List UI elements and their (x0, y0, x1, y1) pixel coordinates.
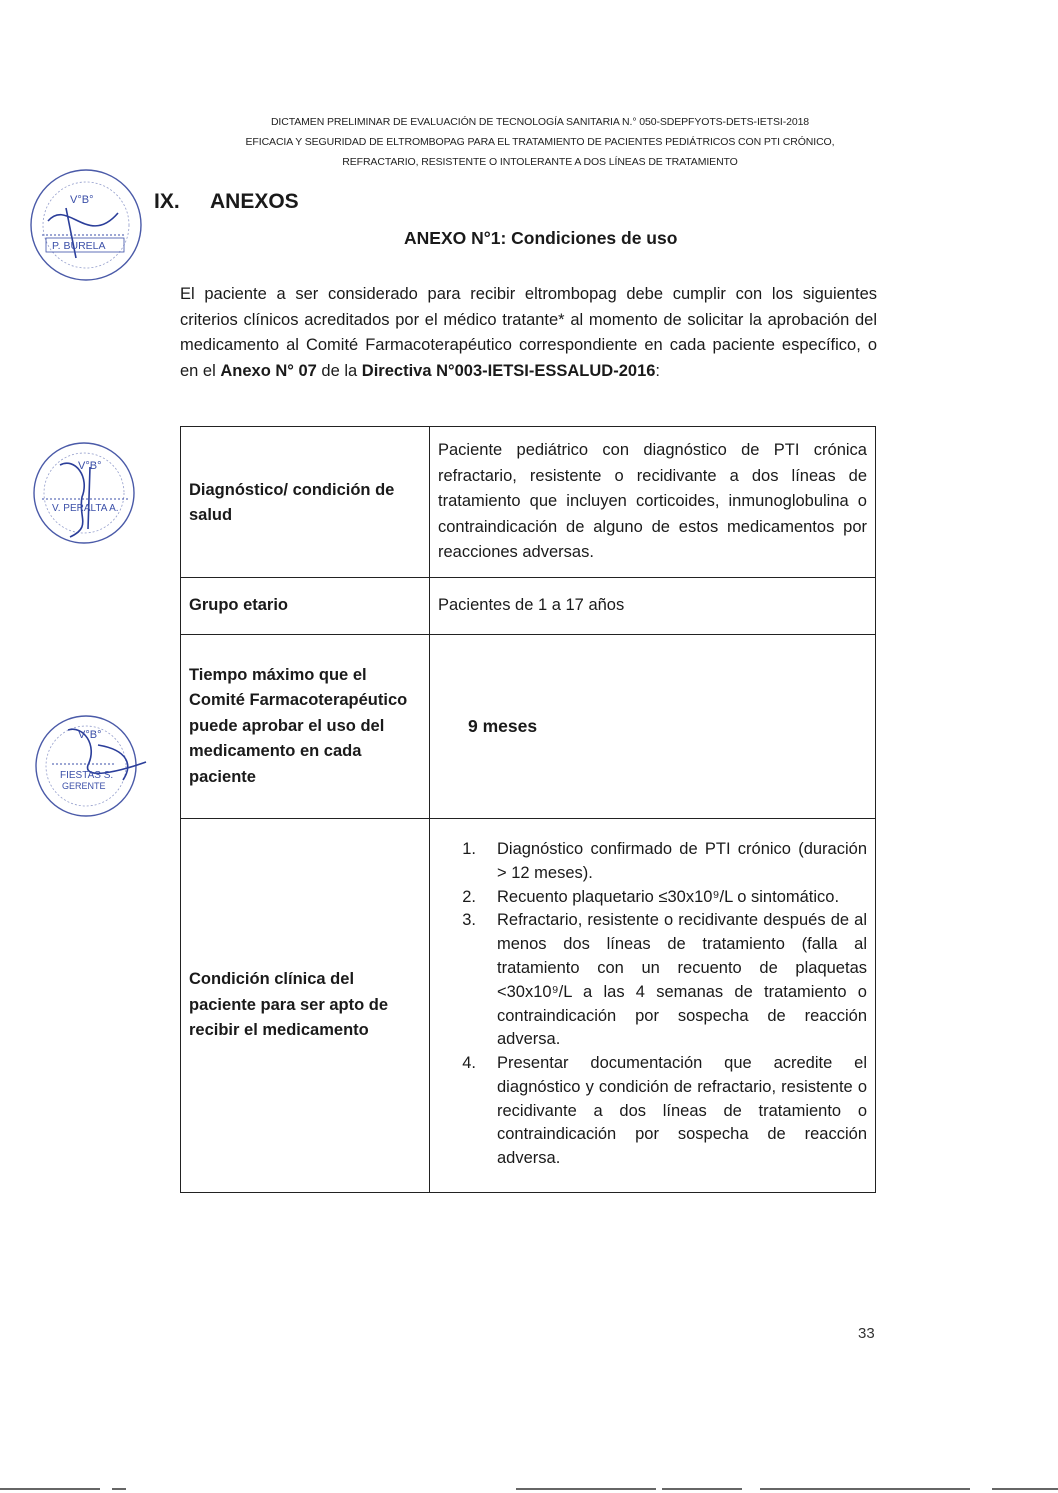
row-value: Pacientes de 1 a 17 años (430, 578, 876, 635)
scan-edge-line (112, 1488, 126, 1490)
row-label: Condición clínica del paciente para ser apto de recibir el medicamento (181, 819, 430, 1193)
scan-edge-line (516, 1488, 656, 1490)
table-row (181, 578, 876, 635)
conditions-table (180, 426, 876, 1193)
row-value (430, 819, 876, 1193)
list-item: 4. Presentar documentación que acredite el diagnóstico y condición de refractario, resistente o recidivante a dos líneas de tratamiento o contraindicación por sospecha de reacción adversa. (462, 1054, 867, 1168)
row-value: Paciente pediátrico con diagnóstico de PTI crónica refractario, resistente o recidivante a dos líneas de tratamiento que incluyen corticoides, inmunoglobulina o contraindicación de alguno de estos medicamentos por reacciones adversas. (430, 427, 876, 578)
scan-edge-line (662, 1488, 742, 1490)
scan-edge-line (992, 1488, 1058, 1490)
criteria-list (438, 838, 867, 1171)
section-title (154, 190, 299, 214)
intro-annex-ref: Anexo N° 07 (220, 361, 317, 380)
table-row (181, 635, 876, 819)
intro-directive-ref: Directiva N°003-IETSI-ESSALUD-2016 (361, 361, 656, 380)
list-item: 1. Diagnóstico confirmado de PTI crónico (duración > 12 meses). (462, 839, 867, 882)
svg-text:V°B°: V°B° (78, 729, 102, 741)
intro-text: de la (316, 361, 362, 380)
intro-paragraph (180, 282, 877, 384)
row-value (430, 635, 876, 819)
table-row (181, 819, 876, 1193)
row-label: Tiempo máximo que el Comité Farmacoterapéutico puede aprobar el uso del medicamento en cada paciente (181, 635, 430, 819)
table-row (181, 427, 876, 578)
header-line-1: DICTAMEN PRELIMINAR DE EVALUACIÓN DE TECNOLOGÍA SANITARIA N.° 050-SDEPFYOTS-DETS-IETSI-2018 (270, 116, 810, 128)
svg-text:V°B°: V°B° (70, 194, 94, 206)
scan-edge-line (0, 1488, 100, 1490)
stamp-name: FIESTAS S. (60, 770, 114, 781)
section-number: IX. (154, 190, 180, 213)
svg-text:GERENTE: GERENTE (62, 781, 106, 791)
stamp-name: V. PERALTA A. (52, 503, 119, 514)
document-header (140, 112, 940, 172)
header-line-3: REFRACTARIO, RESISTENTE O INTOLERANTE A DOS LÍNEAS DE TRATAMIENTO (342, 156, 738, 168)
page-number: 33 (858, 1325, 875, 1342)
approval-stamp-burela (28, 163, 148, 292)
intro-text: : (655, 361, 661, 380)
row-label: Diagnóstico/ condición de salud (181, 427, 430, 578)
list-item: 3. Refractario, resistente o recidivante después de al menos dos líneas de tratamiento (falla al tratamiento con un recuento de plaquetas <30x10⁹/L a las 4 semanas de tratamiento o contraindicación por sospecha de reacción adversa. (462, 911, 867, 1049)
header-line-2: EFICACIA Y SEGURIDAD DE ELTROMBOPAG PARA EL TRATAMIENTO DE PACIENTES PEDIÁTRICOS CON PTI CRÓNICO, (245, 136, 835, 148)
row-label: Grupo etario (181, 578, 430, 635)
section-name: ANEXOS (210, 190, 299, 213)
stamp-name: P. BURELA (52, 240, 106, 252)
approval-stamp-fiestas (28, 710, 153, 827)
svg-text:V°B°: V°B° (78, 460, 102, 472)
approval-stamp-peralta (30, 437, 142, 554)
list-item: 2. Recuento plaquetario ≤30x10⁹/L o sintomático. (462, 887, 840, 906)
max-time-value: 9 meses (468, 715, 538, 736)
intro-text: El paciente a ser considerado para recibir eltrombopag debe cumplir con los siguientes criterios clínicos acreditados por el médico tratante* al momento de solicitar la aprobación del medicamento al Comité Farmacoterapéutico correspondiente en cada paciente específico, o en el (180, 285, 877, 380)
annex-title: ANEXO N°1: Condiciones de uso (404, 228, 678, 248)
scan-edge-line (760, 1488, 970, 1490)
